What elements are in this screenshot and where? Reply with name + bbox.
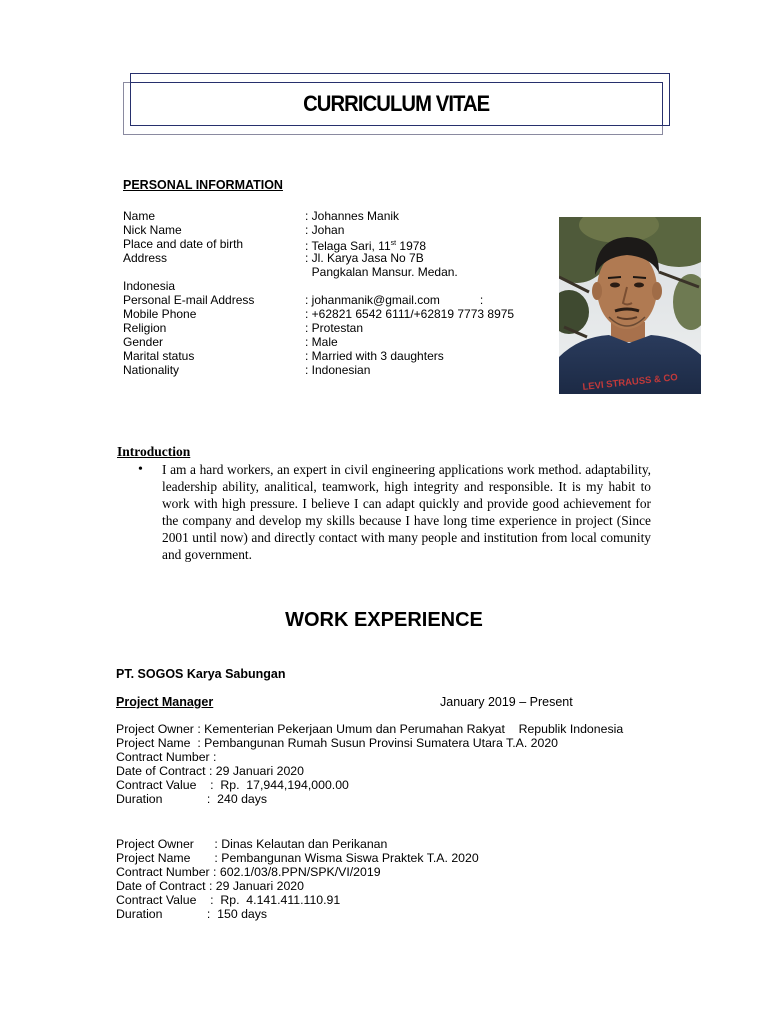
project-line: Date of Contract : 29 Januari 2020 [116,879,304,893]
company-name: PT. SOGOS Karya Sabungan [116,667,286,681]
project-line: Project Name : Pembangunan Wisma Siswa Praktek T.A. 2020 [116,851,479,865]
personal-info-heading: PERSONAL INFORMATION [123,178,283,192]
project-line: Contract Number : [116,750,217,764]
project-line: Project Owner : Kementerian Pekerjaan Umum dan Perumahan Rakyat Republik Indonesia [116,722,624,736]
introduction-text: I am a hard workers, an expert in civil engineering applications work method. adaptability, leadership ability, analitical, teamwork, high integrity and responsible. It is my habit to work with high pressure. I believe I can adapt quickly and provide good achievement for the company and develop my skills because I have long time experience in project (Since 2001 until now) and directly contact with many people and institution from local comunity and government. [162,462,651,562]
profile-photo [559,217,701,394]
project-line: Project Name : Pembangunan Rumah Susun Provinsi Sumatera Utara T.A. 2020 [116,736,559,750]
document-title: CURRICULUM VITAE [303,91,490,116]
project-line: Duration : 150 days [116,907,268,921]
project-line: Duration : 240 days [116,792,268,806]
project-line: Project Owner : Dinas Kelautan dan Perikanan [116,837,388,851]
job-title: Project Manager [116,695,214,709]
job-period: January 2019 – Present [440,695,573,709]
project-line: Contract Value : Rp. 4.141.411.110.91 [116,893,341,907]
project-line: Contract Value : Rp. 17,944,194,000.00 [116,778,349,792]
project-line: Date of Contract : 29 Januari 2020 [116,764,304,778]
bullet-icon: • [138,462,143,477]
title-box [130,82,663,126]
shirt-print-text: LEVI STRAUSS & CO [582,372,679,393]
project-line: Contract Number : 602.1/03/8.PPN/SPK/VI/2019 [116,865,381,879]
introduction-heading: Introduction [117,444,191,459]
work-experience-heading: WORK EXPERIENCE [285,609,483,631]
